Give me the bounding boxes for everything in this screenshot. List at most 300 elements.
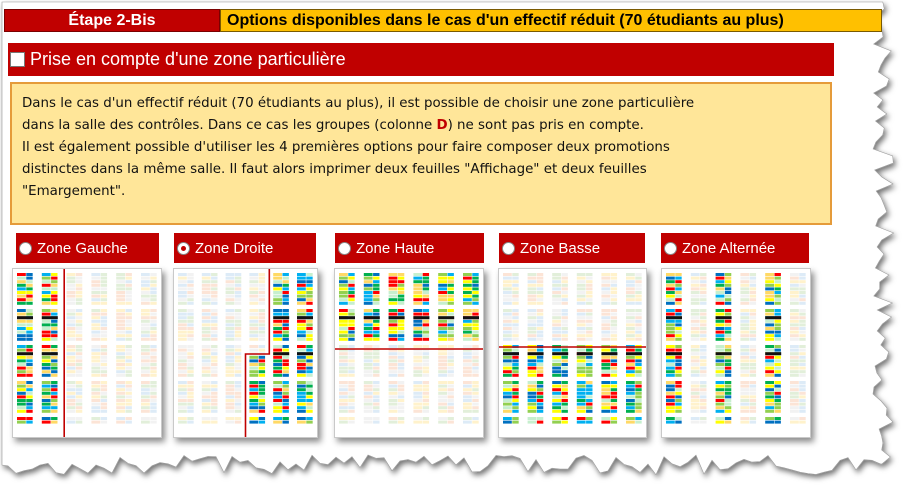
seat-cell: [413, 320, 422, 323]
seat-cell: [577, 298, 586, 301]
seat-cell: [202, 352, 211, 355]
seat-cell: [42, 363, 51, 366]
seat-cell: [141, 374, 150, 377]
seat-cell: [373, 295, 379, 298]
zone-basse-radio[interactable]: [499, 233, 645, 263]
seat-cell: [675, 367, 681, 370]
seat-cell: [716, 320, 725, 323]
seat-cell: [91, 417, 100, 420]
seat-cell: [51, 287, 57, 290]
seat-cell: [51, 367, 57, 370]
seat-cell: [626, 302, 635, 305]
seat-cell: [635, 298, 641, 301]
seat-cell: [235, 273, 241, 276]
seat-cell: [552, 359, 561, 362]
seat-cell: [552, 406, 561, 409]
seat-cell: [799, 388, 805, 391]
seat-cell: [423, 323, 429, 326]
seat-cell: [249, 273, 258, 276]
seat-cell: [561, 363, 567, 366]
seat-cell: [472, 370, 478, 373]
seat-cell: [141, 295, 150, 298]
seat-cell: [472, 280, 478, 283]
seat-cell: [438, 356, 447, 359]
zone-checkbox[interactable]: [10, 52, 25, 67]
seat-cell: [675, 421, 681, 424]
seat-cell: [463, 359, 472, 362]
seat-cell: [423, 298, 429, 301]
seat-cell: [306, 388, 312, 391]
seat-cell: [537, 399, 543, 402]
seat-cell: [537, 359, 543, 362]
seat-cell: [472, 277, 478, 280]
seat-cell: [211, 385, 217, 388]
seat-cell: [601, 363, 610, 366]
seat-cell: [187, 302, 193, 305]
seat-cell: [42, 370, 51, 373]
seat-cell: [799, 349, 805, 352]
seat-cell: [125, 395, 131, 398]
seat-cell: [211, 374, 217, 377]
seat-cell: [561, 359, 567, 362]
seat-cell: [202, 309, 211, 312]
seat-cell: [611, 406, 617, 409]
seat-cell: [438, 331, 447, 334]
seat-cell: [364, 388, 373, 391]
seat-cell: [17, 287, 26, 290]
seat-cell: [249, 403, 258, 406]
seat-cell: [26, 381, 32, 384]
seat-cell: [472, 392, 478, 395]
seat-cell: [601, 309, 610, 312]
seat-cell: [26, 291, 32, 294]
seat-cell: [373, 334, 379, 337]
seat-cell: [178, 363, 187, 366]
seat-cell: [249, 284, 258, 287]
seat-cell: [716, 388, 725, 391]
seat-cell: [438, 395, 447, 398]
seat-cell: [799, 385, 805, 388]
seat-cell: [141, 284, 150, 287]
seat-cell: [202, 298, 211, 301]
seat-cell: [150, 295, 156, 298]
seat-cell: [249, 363, 258, 366]
seat-cell: [740, 356, 749, 359]
seat-cell: [561, 356, 567, 359]
seat-cell: [67, 349, 76, 352]
seat-cell: [101, 367, 107, 370]
seat-cell: [561, 302, 567, 305]
seat-cell: [306, 302, 312, 305]
seat-cell: [725, 367, 731, 370]
seat-cell: [438, 298, 447, 301]
seat-cell: [472, 410, 478, 413]
seat-cell: [799, 395, 805, 398]
seat-cell: [389, 273, 398, 276]
seat-cell: [17, 363, 26, 366]
seat-cell: [187, 316, 193, 319]
seat-cell: [76, 291, 82, 294]
seat-cell: [691, 334, 700, 337]
seat-cell: [235, 359, 241, 362]
radio-icon[interactable]: [502, 242, 515, 255]
seat-cell: [51, 298, 57, 301]
seat-cell: [577, 334, 586, 337]
seat-cell: [125, 280, 131, 283]
seat-cell: [413, 363, 422, 366]
seat-cell: [463, 352, 472, 355]
seat-cell: [76, 338, 82, 341]
seat-cell: [675, 309, 681, 312]
seat-cell: [725, 359, 731, 362]
seat-cell: [537, 406, 543, 409]
seat-cell: [611, 295, 617, 298]
seat-cell: [725, 331, 731, 334]
seat-cell: [528, 302, 537, 305]
seat-cell: [528, 417, 537, 420]
seat-cell: [666, 280, 675, 283]
seat-cell: [691, 287, 700, 290]
seat-cell: [528, 327, 537, 330]
seat-cell: [42, 338, 51, 341]
seat-cell: [273, 410, 282, 413]
seat-cell: [463, 280, 472, 283]
seat-cell: [51, 406, 57, 409]
seat-cell: [373, 392, 379, 395]
seat-cell: [601, 395, 610, 398]
seat-cell: [691, 381, 700, 384]
seat-cell: [297, 334, 306, 337]
seat-cell: [101, 352, 107, 355]
seat-cell: [398, 388, 404, 391]
seat-cell: [626, 291, 635, 294]
seat-cell: [101, 385, 107, 388]
seat-cell: [611, 291, 617, 294]
seat-cell: [601, 298, 610, 301]
seat-cell: [259, 417, 265, 420]
seat-cell: [512, 395, 518, 398]
seat-cell: [211, 345, 217, 348]
seat-cell: [626, 392, 635, 395]
seat-cell: [17, 291, 26, 294]
seat-cell: [282, 331, 288, 334]
seat-cell: [577, 338, 586, 341]
seat-cell: [364, 363, 373, 366]
seat-cell: [447, 356, 453, 359]
seat-cell: [611, 302, 617, 305]
seat-cell: [389, 417, 398, 420]
seat-cell: [700, 284, 706, 287]
seat-cell: [740, 309, 749, 312]
seat-cell: [774, 334, 780, 337]
seat-cell: [297, 374, 306, 377]
seat-cell: [364, 359, 373, 362]
seat-cell: [125, 284, 131, 287]
seat-cell: [282, 280, 288, 283]
seat-cell: [306, 392, 312, 395]
seat-cell: [774, 287, 780, 290]
seat-cell: [42, 309, 51, 312]
seat-cell: [700, 287, 706, 290]
seat-cell: [226, 327, 235, 330]
seat-cell: [51, 374, 57, 377]
seat-cell: [799, 327, 805, 330]
seat-cell: [799, 421, 805, 424]
seat-cell: [125, 417, 131, 420]
seat-cell: [691, 359, 700, 362]
radio-icon[interactable]: [338, 242, 351, 255]
seat-cell: [799, 345, 805, 348]
seat-cell: [26, 392, 32, 395]
seat-cell: [235, 284, 241, 287]
seat-cell: [691, 302, 700, 305]
seat-cell: [116, 356, 125, 359]
seat-cell: [150, 370, 156, 373]
seat-cell: [790, 381, 799, 384]
zone-droite-radio[interactable]: [174, 233, 316, 263]
seat-cell: [635, 403, 641, 406]
seat-cell: [202, 316, 211, 319]
seat-cell: [273, 302, 282, 305]
seat-cell: [364, 331, 373, 334]
seat-cell: [675, 417, 681, 420]
seat-cell: [472, 395, 478, 398]
seat-cell: [626, 295, 635, 298]
seat-cell: [537, 302, 543, 305]
seat-cell: [306, 284, 312, 287]
seat-cell: [472, 421, 478, 424]
seat-cell: [577, 392, 586, 395]
seat-cell: [447, 417, 453, 420]
seat-cell: [297, 392, 306, 395]
seat-cell: [765, 359, 774, 362]
seat-cell: [750, 284, 756, 287]
seat-cell: [67, 388, 76, 391]
seat-cell: [125, 345, 131, 348]
seat-cell: [125, 309, 131, 312]
radio-selected-icon[interactable]: [177, 242, 190, 255]
radio-icon[interactable]: [19, 242, 32, 255]
seat-cell: [150, 385, 156, 388]
seat-cell: [774, 395, 780, 398]
seat-cell: [537, 295, 543, 298]
seat-cell: [750, 327, 756, 330]
seat-cell: [76, 349, 82, 352]
seat-cell: [178, 323, 187, 326]
seat-cell: [740, 352, 749, 355]
seat-cell: [306, 374, 312, 377]
seat-cell: [211, 323, 217, 326]
seat-cell: [373, 356, 379, 359]
seat-cell: [716, 334, 725, 337]
seat-cell: [740, 403, 749, 406]
seat-cell: [297, 298, 306, 301]
seat-cell: [740, 298, 749, 301]
seat-cell: [51, 395, 57, 398]
seat-cell: [273, 359, 282, 362]
seat-cell: [601, 370, 610, 373]
seat-cell: [364, 295, 373, 298]
seat-cell: [740, 370, 749, 373]
seat-cell: [691, 392, 700, 395]
seat-cell: [528, 291, 537, 294]
seat-cell: [577, 316, 586, 319]
seat-cell: [438, 417, 447, 420]
zone-haute-label: Zone Haute: [356, 239, 435, 257]
seat-cell: [297, 406, 306, 409]
seat-cell: [447, 370, 453, 373]
seat-cell: [116, 370, 125, 373]
seat-cell: [577, 327, 586, 330]
seat-cell: [17, 359, 26, 362]
seat-cell: [150, 309, 156, 312]
seat-cell: [297, 291, 306, 294]
seat-cell: [765, 410, 774, 413]
seat-cell: [67, 359, 76, 362]
seat-cell: [528, 392, 537, 395]
seat-cell: [249, 349, 258, 352]
seat-cell: [17, 320, 26, 323]
seat-cell: [202, 363, 211, 366]
seat-cell: [67, 399, 76, 402]
seat-cell: [273, 273, 282, 276]
seat-cell: [389, 359, 398, 362]
seat-cell: [17, 417, 26, 420]
seat-cell: [774, 323, 780, 326]
seat-cell: [249, 323, 258, 326]
seat-cell: [528, 331, 537, 334]
seat-cell: [187, 287, 193, 290]
seat-cell: [611, 327, 617, 330]
seat-cell: [552, 280, 561, 283]
seat-cell: [339, 313, 348, 316]
seat-cell: [297, 359, 306, 362]
seat-cell: [666, 410, 675, 413]
seat-cell: [306, 295, 312, 298]
seat-cell: [586, 406, 592, 409]
seat-cell: [389, 374, 398, 377]
seat-cell: [512, 385, 518, 388]
seat-cell: [611, 392, 617, 395]
seat-cell: [339, 381, 348, 384]
seat-cell: [273, 421, 282, 424]
seat-cell: [666, 309, 675, 312]
seat-cell: [601, 349, 610, 352]
seat-cell: [528, 295, 537, 298]
seat-cell: [91, 352, 100, 355]
seat-cell: [799, 406, 805, 409]
seat-cell: [716, 327, 725, 330]
seat-cell: [26, 345, 32, 348]
seat-cell: [398, 363, 404, 366]
seat-cell: [799, 363, 805, 366]
radio-icon[interactable]: [664, 242, 677, 255]
seat-cell: [691, 316, 700, 319]
seat-cell: [306, 338, 312, 341]
seat-cell: [700, 417, 706, 420]
seat-cell: [586, 417, 592, 420]
seat-cell: [438, 385, 447, 388]
seat-cell: [226, 284, 235, 287]
seat-cell: [423, 320, 429, 323]
zone-gauche-radio[interactable]: [16, 233, 159, 263]
seat-cell: [306, 421, 312, 424]
seat-cell: [700, 338, 706, 341]
seat-cell: [348, 338, 354, 341]
seat-cell: [373, 309, 379, 312]
seat-cell: [364, 298, 373, 301]
seat-cell: [774, 280, 780, 283]
seat-cell: [675, 320, 681, 323]
seat-cell: [666, 323, 675, 326]
seat-cell: [348, 359, 354, 362]
zone-haute-radio[interactable]: [335, 233, 484, 263]
column-d-highlight: D: [436, 118, 448, 133]
seat-cell: [666, 406, 675, 409]
seat-cell: [67, 403, 76, 406]
seat-cell: [249, 338, 258, 341]
seat-cell: [675, 395, 681, 398]
info-line-1: Dans le cas d'un effectif réduit (70 étudiants au plus), il est possible de choisir une zone particulière: [22, 96, 695, 111]
seat-cell: [691, 363, 700, 366]
seat-cell: [211, 352, 217, 355]
seat-cell: [561, 349, 567, 352]
seat-cell: [601, 338, 610, 341]
seat-cell: [765, 284, 774, 287]
seat-cell: [700, 302, 706, 305]
seat-cell: [691, 349, 700, 352]
seat-cell: [125, 316, 131, 319]
zone-option-checkbox-row[interactable]: [8, 43, 834, 76]
seat-cell: [373, 291, 379, 294]
seat-cell: [249, 395, 258, 398]
seat-cell: [750, 370, 756, 373]
seat-cell: [413, 334, 422, 337]
seat-cell: [472, 403, 478, 406]
info-box: [10, 82, 832, 225]
seat-cell: [586, 334, 592, 337]
seat-cell: [91, 370, 100, 373]
seat-cell: [249, 421, 258, 424]
seat-cell: [76, 309, 82, 312]
seat-cell: [512, 291, 518, 294]
seat-cell: [150, 359, 156, 362]
seat-cell: [282, 421, 288, 424]
seat-cell: [666, 417, 675, 420]
seat-cell: [700, 421, 706, 424]
seat-cell: [398, 352, 404, 355]
seat-cell: [17, 280, 26, 283]
seat-cell: [740, 388, 749, 391]
seat-cell: [259, 392, 265, 395]
seat-cell: [537, 287, 543, 290]
seat-cell: [226, 280, 235, 283]
seat-cell: [666, 295, 675, 298]
seat-separator: [552, 352, 568, 355]
zone-alternee-radio[interactable]: [661, 233, 809, 263]
seat-cell: [282, 359, 288, 362]
seat-cell: [150, 399, 156, 402]
seat-cell: [259, 298, 265, 301]
seat-cell: [790, 406, 799, 409]
seat-cell: [26, 367, 32, 370]
seat-cell: [577, 421, 586, 424]
seat-cell: [306, 345, 312, 348]
seat-cell: [626, 385, 635, 388]
seat-cell: [91, 421, 100, 424]
seat-cell: [141, 345, 150, 348]
seat-cell: [577, 388, 586, 391]
